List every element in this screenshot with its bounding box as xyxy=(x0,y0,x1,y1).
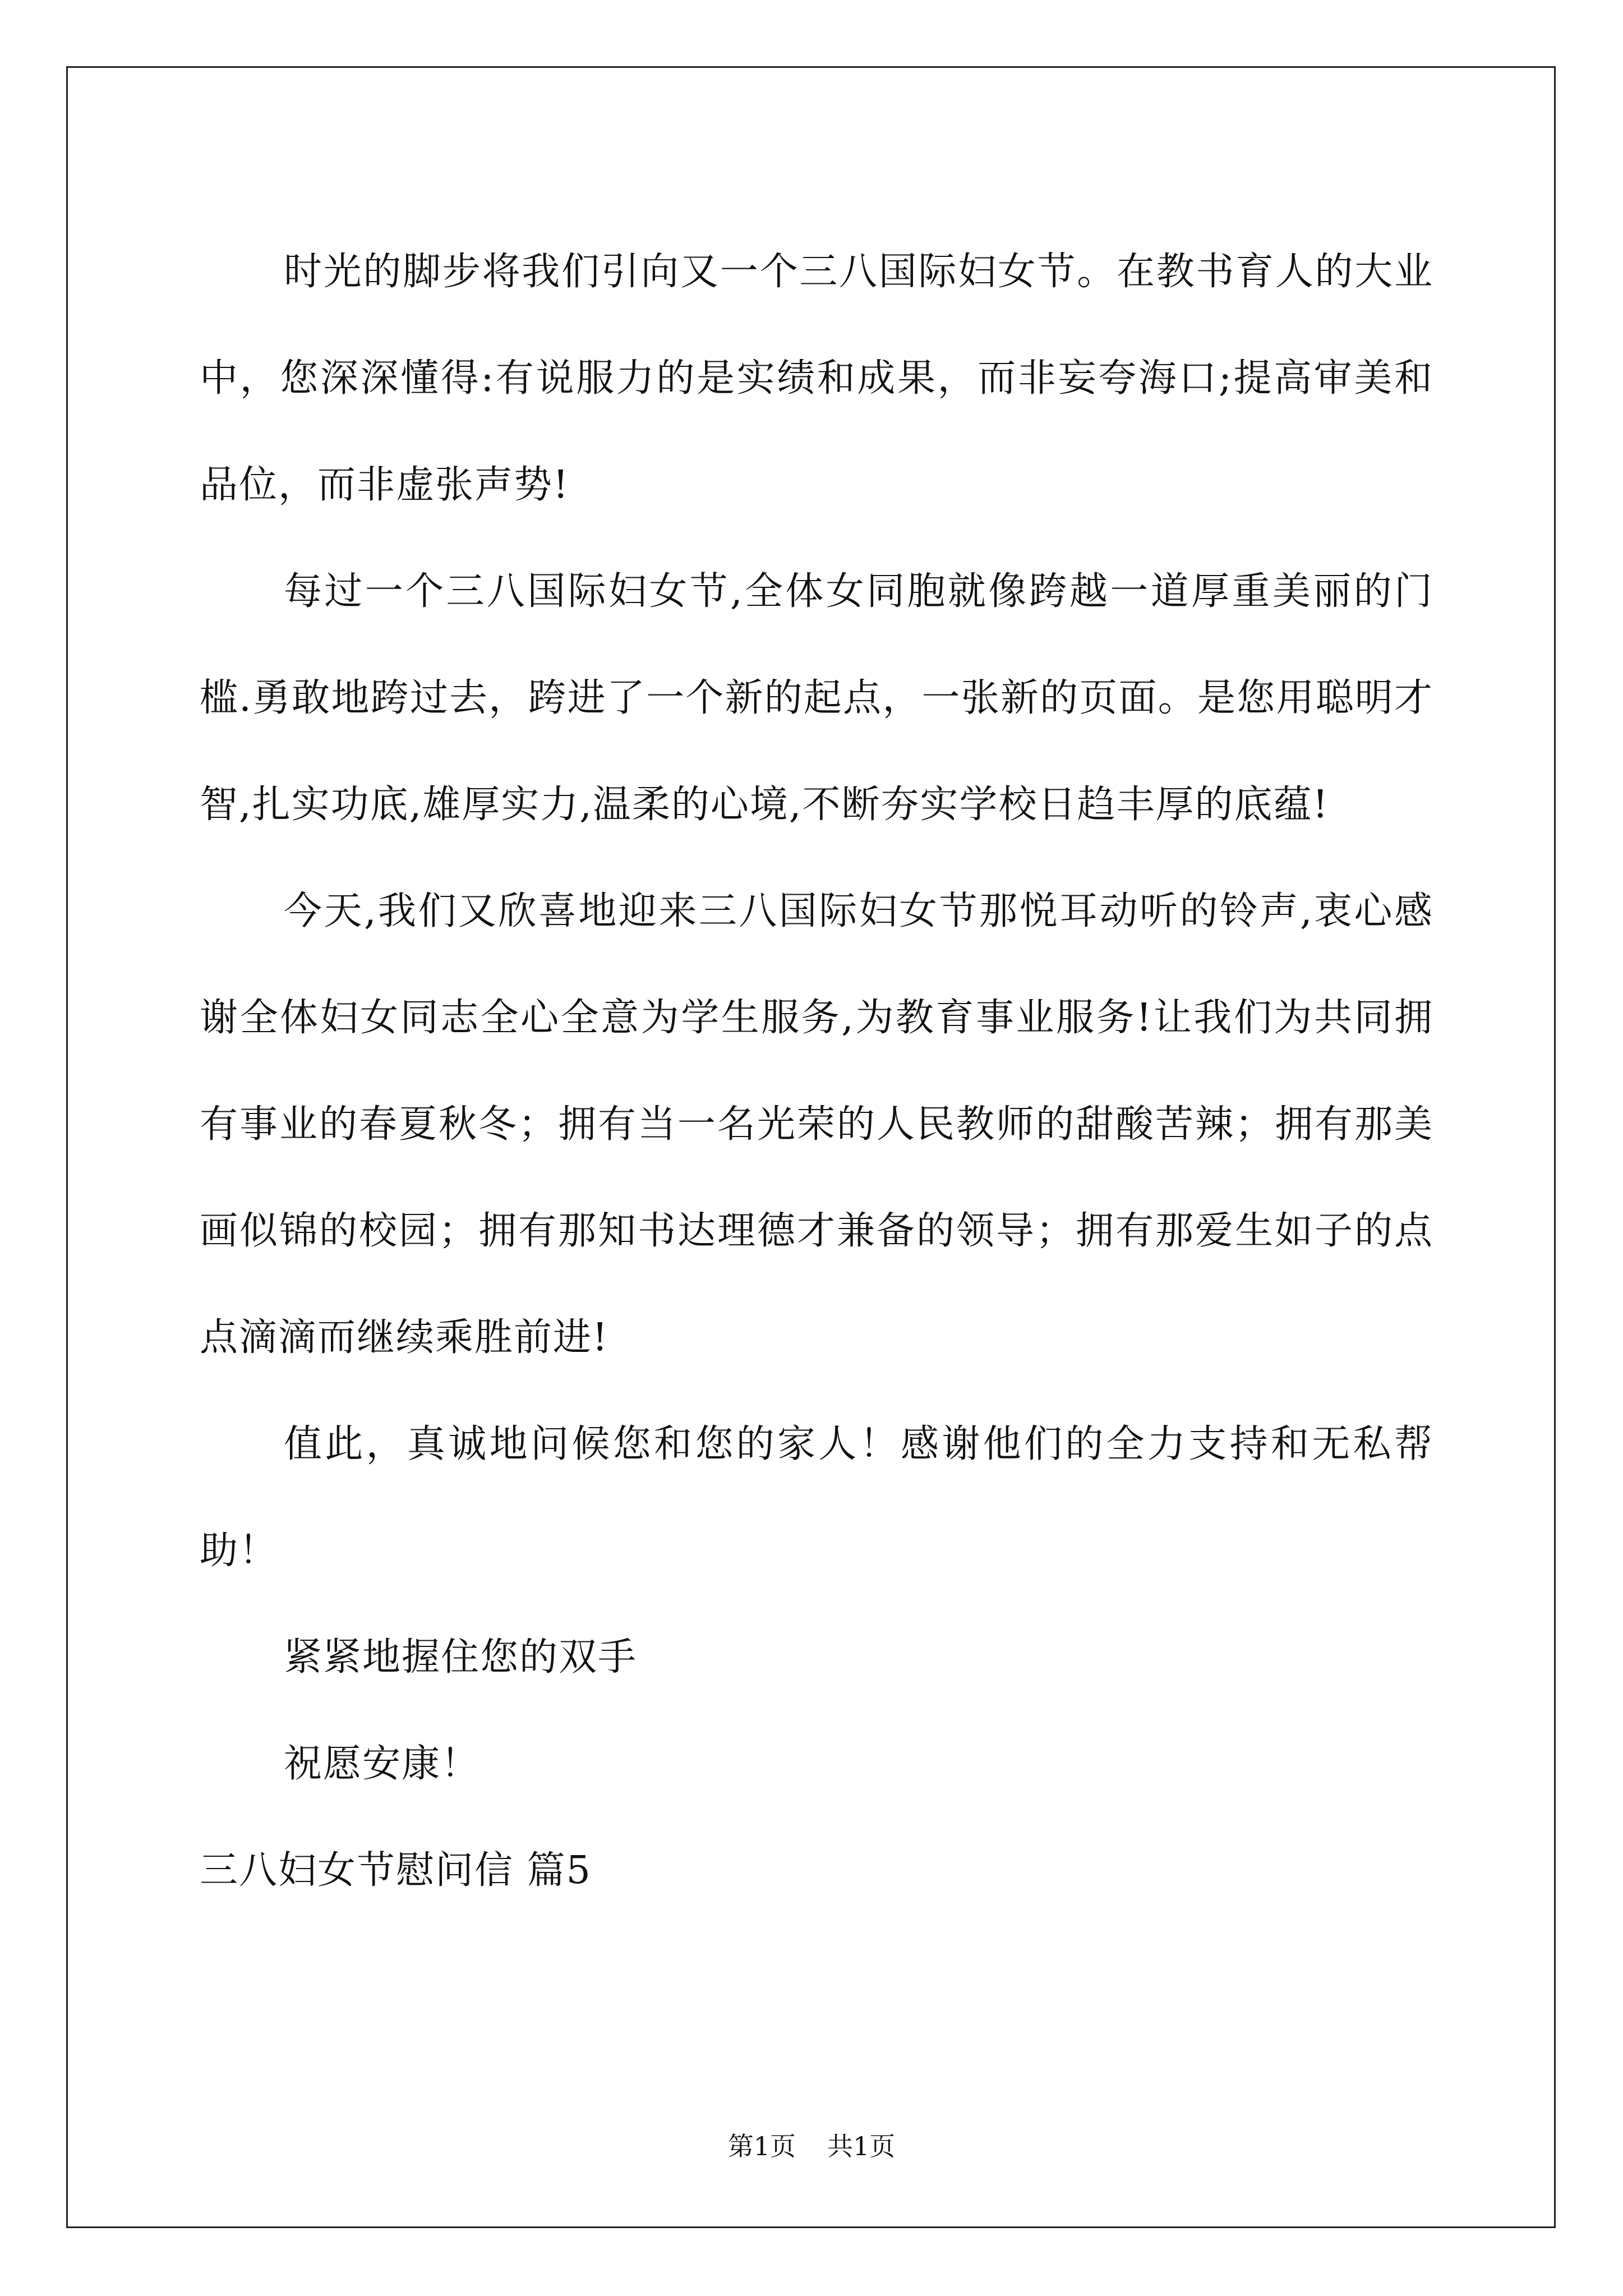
document-body xyxy=(200,219,1433,1924)
paragraph-2: 每过一个三八国际妇女节,全体女同胞就像跨越一道厚重美丽的门槛.勇敢地跨过去，跨进了一个新的起点，一张新的页面。是您用聪明才智,扎实功底,雄厚实力,温柔的心境,不断夯实学校日趋丰厚的底蕴! xyxy=(200,569,1433,827)
paragraph-4: 值此，真诚地问候您和您的家人！感谢他们的全力支持和无私帮助！ xyxy=(200,1422,1433,1573)
page-number-current: 第1页 xyxy=(727,2131,796,2161)
paragraph-1: 时光的脚步将我们引向又一个三八国际妇女节。在教书育人的大业中，您深深懂得:有说服力的是实绩和成果，而非妄夸海口;提高审美和品位，而非虚张声势! xyxy=(200,250,1433,507)
section-heading: 三八妇女节慰问信 篇5 xyxy=(200,1848,592,1893)
page-number-total: 共1页 xyxy=(827,2131,896,2161)
page-footer xyxy=(0,2126,1623,2163)
closing-line: 紧紧地握住您的双手 xyxy=(284,1635,638,1680)
paragraph-3: 今天,我们又欣喜地迎来三八国际妇女节那悦耳动听的铃声,衷心感谢全体妇女同志全心全意为学生服务,为教育事业服务!让我们为共同拥有事业的春夏秋冬；拥有当一名光荣的人民教师的甜酸苦辣；拥有那美画似锦的校园；拥有那知书达理德才兼备的领导；拥有那爱生如子的点点滴滴而继续乘胜前进! xyxy=(200,889,1433,1360)
closing-wish: 祝愿安康！ xyxy=(284,1742,481,1786)
